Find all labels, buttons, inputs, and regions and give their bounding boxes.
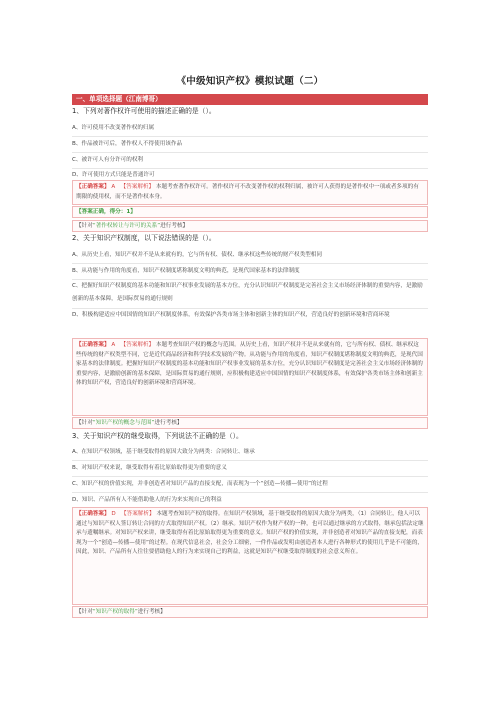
answer-label: 【正确答案】	[76, 511, 110, 517]
analysis-text: 本题考查知识产权的取得。在知识产权领域，基于继受取得的原因大致分为两类，（1）合同转让，他人可以通过与知识产权人签订转让合同的方式取得知识产权。（2）继承。知识产权作为财产权的一种，也可以通过继承的方式取得，继承包括法定继承与遗嘱继承。对知识产权来讲，继受取得有着比原始取得更为重要的意义。知识产权的价值实现，并非创造者对知识产品的直接支配，而表现为一个“创造—传播—使用”的过程。在现代信息社会，社会分工细密，一件作品或发明由创造者本人进行各种形式的使用几乎是不可能的，因此，知识、产品所有人往往要借助他人的行为来实现自己的利益，这就是知识产权继受取得制度的社会意义所在。	[76, 511, 424, 555]
topic-suffix: 进行考核】	[154, 420, 183, 426]
answer-label: 【正确答案】	[76, 342, 110, 348]
q3-option-a: A、在知识产权领域，基于继受取得的原因大致分为两类：合同转让、继承	[72, 449, 255, 455]
q3-option-d: D、知识、产品所有人不能借助他人的行为来实现自己的利益	[72, 497, 222, 503]
question-1: 1、下列对著作权许可使用的描述正确的是（）。	[72, 107, 216, 115]
question-3: 3、关于知识产权的继受取得，下列说法不正确的是（）。	[72, 432, 243, 440]
topic-prefix: 【针对	[76, 223, 93, 229]
q1-topic-box	[72, 220, 428, 232]
q1-result-box	[72, 206, 428, 218]
answer-value: A	[111, 342, 116, 348]
divider	[72, 263, 428, 264]
analysis-label: 【答案解析】	[121, 511, 155, 517]
analysis-text: 本题考查著作权许可。著作权许可不改变著作权的权利归属，被许可人获得的是著作权中一项或者多项的有期限的使用权，而不是著作权本身。	[76, 184, 419, 200]
topic-suffix: 进行考核】	[137, 609, 166, 615]
q1-option-a: A、许可使用不改变著作权的归属	[72, 125, 155, 131]
result-suffix: 】	[130, 209, 136, 215]
q2-option-b: B、从功能与作用的角度看，知识产权制度堪称制度文明的典范，是现代国家基本的法律制度	[72, 268, 300, 274]
q2-option-c: C、把握好知识产权制度的基本功能和知识产权事业发展的基本方位，充分认识知识产权制度是完善社会主义市场经济体制的重要内容，是激励创新的基本保障，是国际贸易的通行规则	[72, 283, 423, 302]
answer-label: 【正确答案】	[76, 184, 110, 190]
q2-topic-box	[72, 417, 428, 429]
q1-option-d: D、许可使用方式只能是普通许可	[72, 172, 155, 178]
answer-value: A	[111, 184, 116, 190]
score-value: 1	[126, 209, 131, 215]
q1-answer-box	[72, 180, 428, 205]
q3-option-b: B、对知识产权来说，继受取得有着比原始取得更为重要的意义	[72, 465, 227, 471]
analysis-label: 【答案解析】	[120, 184, 155, 190]
answer-value: D	[111, 511, 116, 517]
question-2: 2、关于知识产权制度，以下说法错误的是（）。	[72, 234, 216, 242]
topic-suffix: 进行考核】	[160, 223, 189, 229]
result-prefix: 【答案正确，得分：	[76, 209, 127, 215]
topic-prefix: 【针对	[76, 420, 93, 426]
divider	[72, 168, 428, 169]
exam-page	[72, 0, 428, 707]
q3-answer-box	[72, 507, 428, 605]
topic-link[interactable]: “知识产权的概念与范围”	[92, 420, 155, 426]
q3-option-c: C、知识产权的价值实现，并非创造者对知识产品的直接支配，而表现为一个“创造—传播—使用”的过程	[72, 481, 328, 487]
topic-link[interactable]: “知识产权的取得”	[92, 609, 138, 615]
q1-option-c: C、被许可人有分许可的权利	[72, 157, 144, 163]
divider	[72, 152, 428, 153]
analysis-text: 本题考查知识产权的概念与范围。从历史上看，知识产权并不是从来就有的，它与所有权、债权、继承权这些传统的财产权类型不同，它是近代商品经济和科学技术发展的产物。从功能与作用的角度看，知识产权制度堪称制度文明的典范，是现代国家基本的法律制度。把握好知识产权制度的基本功能和知识产权事业发展的基本方位，充分认识知识产权制度是完善社会主义市场经济体制的重要内容，是激励创新的基本保障，是国际贸易的通行规则，应积极构建适应中国国情的知识产权制度体系，有效保护各类市场主体和创新主体的知识产权，营造良好的创新环境和营商环境。	[76, 342, 423, 386]
q2-option-d: D、积极构建适应中国国情的知识产权制度体系，有效保护各类市场主体和创新主体的知识产权，营造良好的创新环境和营商环境	[72, 312, 390, 318]
q2-option-a: A、从历史上看，知识产权并不是从来就有的，它与所有权、债权、继承权这些传统的财产权类型相同	[72, 252, 322, 258]
page-title: 《中级知识产权》模拟试题（二）	[176, 76, 324, 87]
section-header: 一、单项选择题（江南博哥）	[72, 94, 428, 105]
divider	[72, 492, 428, 493]
analysis-label: 【答案解析】	[120, 342, 155, 348]
divider	[72, 136, 428, 137]
topic-prefix: 【针对	[76, 609, 93, 615]
divider	[72, 476, 428, 477]
q3-topic-box	[72, 606, 428, 618]
topic-link[interactable]: “著作权转让与许可的关系”	[92, 223, 161, 229]
q2-answer-box	[72, 338, 428, 416]
divider	[72, 460, 428, 461]
q1-option-b: B、作品被许可后，著作权人不得使用该作品	[72, 141, 183, 147]
